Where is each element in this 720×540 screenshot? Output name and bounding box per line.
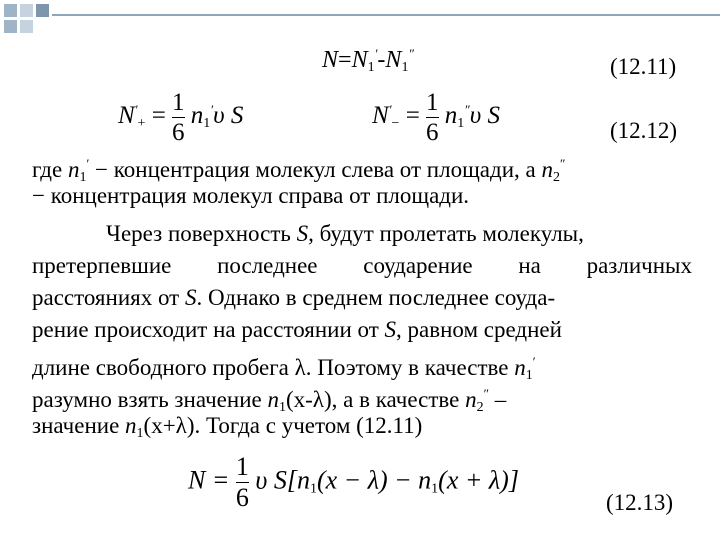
eq-symbol: N <box>351 47 368 73</box>
eq-prime: ′ <box>374 46 378 61</box>
math-prime: ′ <box>532 354 536 369</box>
math-symbol: n <box>514 355 526 380</box>
math-expression: (x-λ) <box>285 387 332 412</box>
text-run: будут пролетать молекулы, <box>313 221 584 246</box>
paragraph-explanation <box>32 218 692 442</box>
math-prime: ″ <box>483 386 490 401</box>
math-symbol: n <box>67 157 80 182</box>
eq-prime: ′ <box>210 102 214 118</box>
math-symbol: n <box>541 157 553 182</box>
math-subscript: 1 <box>136 426 144 441</box>
eq-symbol: N <box>322 47 339 73</box>
fraction-denominator: 6 <box>235 483 249 512</box>
decor-square-5 <box>20 20 33 33</box>
math-symbol: λ <box>294 355 306 380</box>
text-line <box>32 378 692 415</box>
eq-symbol: - <box>377 47 386 73</box>
eq-symbol: N <box>118 102 135 130</box>
text-run: . Тогда с учетом (12.11) <box>194 413 423 438</box>
math-expression: (x+λ) <box>143 413 195 438</box>
eq-subscript: 1 <box>401 60 409 75</box>
math-prime: ′ <box>86 156 90 171</box>
decor-square-2 <box>20 4 33 17</box>
equation-number-12-13: (12.13) <box>606 490 674 515</box>
eq-subscript: 1 <box>457 116 465 132</box>
text-run: где <box>32 157 68 182</box>
equation-12-13 <box>188 454 519 511</box>
eq-prime: ″ <box>464 102 470 118</box>
math-prime: ″ <box>559 156 566 171</box>
eq-symbol: υ S[n <box>255 465 310 495</box>
math-symbol: n <box>125 413 137 438</box>
math-symbol: n <box>267 387 279 412</box>
text-run: . Поэтому в качестве <box>305 355 515 380</box>
text-run: рение происходит на расстоянии от <box>32 317 385 342</box>
decorative-squares <box>0 0 80 40</box>
text-line <box>32 282 692 314</box>
eq-symbol: N <box>385 47 402 73</box>
text-line: претерпевшие последнее соударение на различных <box>32 253 692 278</box>
fraction <box>236 454 249 511</box>
text-run: , а в качестве <box>331 387 466 412</box>
math-subscript: 1 <box>525 368 533 383</box>
text-run: разумно взять значение <box>32 387 268 412</box>
equation-number-12-12: (12.12) <box>610 118 678 143</box>
math-symbol: S <box>384 317 397 342</box>
text-line <box>32 314 692 346</box>
text-line <box>32 148 692 185</box>
text-run: − концентрация молекул слева от площади, а <box>89 157 542 182</box>
eq-symbol: (x + λ)] <box>438 465 519 495</box>
equation-number-12-11: (12.11) <box>610 54 677 79</box>
fraction-denominator: 6 <box>172 119 185 146</box>
fraction <box>172 90 185 145</box>
eq-prime: ′ <box>134 102 138 118</box>
text-run: Через поверхность <box>106 221 297 246</box>
fraction-numerator: 1 <box>172 89 185 116</box>
text-run: , равном средней <box>396 317 562 342</box>
math-subscript: 1 <box>278 400 286 415</box>
header-rule <box>52 14 720 16</box>
eq-symbol: = <box>338 47 352 73</box>
eq-prime: ′ <box>388 102 392 118</box>
equation-12-12-left: $N'_+$ = $\frac{1}{6}$ $n_1'\upsilon$ S <box>118 89 244 146</box>
text-line <box>32 346 692 383</box>
text-run: значение <box>32 413 126 438</box>
eq-symbol: υ S <box>213 102 244 130</box>
equation-12-11 <box>322 46 414 76</box>
math-symbol: S <box>184 285 197 310</box>
math-symbol: n <box>465 387 477 412</box>
text-run: – <box>489 387 507 412</box>
fraction <box>426 90 439 145</box>
text-line: − концентрация молекул справа от площади. <box>32 183 470 208</box>
eq-subscript: 1 <box>431 481 439 497</box>
text-run: . Однако в среднем последнее соуда- <box>196 285 556 310</box>
eq-subscript: + <box>137 116 146 132</box>
decor-square-4 <box>4 20 17 33</box>
eq-subscript: 1 <box>309 481 317 497</box>
eq-subscript: 1 <box>203 116 211 132</box>
eq-subscript: − <box>391 116 400 132</box>
math-subscript: 2 <box>552 170 560 185</box>
decor-square-1 <box>4 4 17 17</box>
eq-symbol: N <box>372 102 389 130</box>
eq-prime: ″ <box>408 46 414 61</box>
equation-12-12-right: $N'_-$ = $\frac{1}{6}$ $n_1''\upsilon$ S <box>372 89 500 146</box>
eq-symbol: υ S <box>469 102 500 130</box>
decor-square-3 <box>36 4 49 17</box>
eq-symbol: n <box>444 102 458 130</box>
text-line <box>32 410 692 442</box>
eq-symbol: (x − λ) − n <box>316 465 432 495</box>
eq-symbol: N = <box>188 465 230 495</box>
fraction-denominator: 6 <box>426 119 439 146</box>
math-subscript: 2 <box>476 400 484 415</box>
fraction-numerator: 1 <box>426 89 439 116</box>
eq-symbol: n <box>190 102 204 130</box>
text-run: расстояниях от <box>32 285 185 310</box>
text-line <box>32 218 692 250</box>
fraction-numerator: 1 <box>235 452 249 481</box>
eq-subscript: 1 <box>367 60 375 75</box>
math-subscript: 1 <box>79 170 87 185</box>
math-symbol: S, <box>296 221 314 246</box>
text-run: длине свободного пробега <box>32 355 295 380</box>
paragraph-definition <box>32 148 692 212</box>
